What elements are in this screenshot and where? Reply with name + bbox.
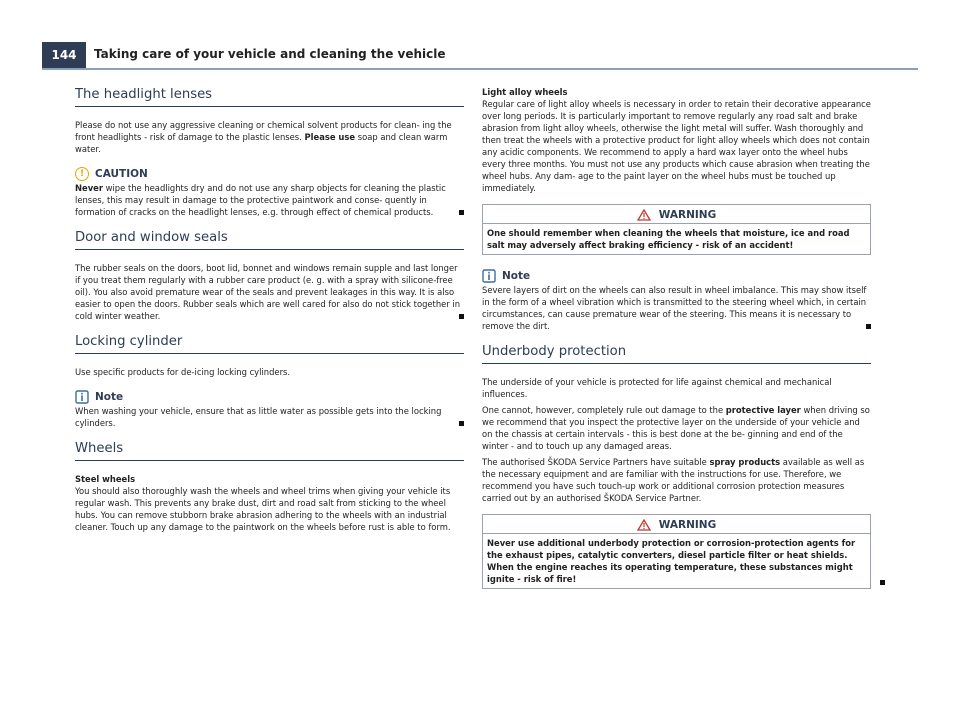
chapter-title: Taking care of your vehicle and cleaning the vehicle bbox=[94, 47, 446, 61]
underbody-warning-box bbox=[482, 514, 871, 589]
underbody-heading: Underbody protection bbox=[482, 344, 871, 364]
left-column bbox=[75, 82, 464, 537]
end-mark-icon bbox=[459, 314, 464, 319]
underbody-p2: One cannot, however, completely rule out damage to the protective layer when driving so we recommend that you inspect the protective layer on the underside of your vehicle and on the chassis at certain intervals - this is best done at the be- ginning and end of the winter - and to touch up any damaged areas. bbox=[482, 405, 870, 451]
seals-text: The rubber seals on the doors, boot lid, bonnet and windows remain supple and last longer if you treat them regularly with a rubber care product (e. g. with a spray with silicone-free oil). You also avoid premature wear of the seals and prevent leakages in this way. It is also easier to open the doors. Rubber seals which are well cared for also do not stick together in cold winter weather. bbox=[75, 262, 464, 322]
page-number: 144 bbox=[42, 42, 86, 68]
caution-label: CAUTION bbox=[95, 168, 148, 180]
headlight-heading: The headlight lenses bbox=[75, 87, 464, 107]
note-label: Note bbox=[502, 270, 531, 282]
note-label: Note bbox=[95, 391, 124, 403]
caution-text: Never wipe the headlights dry and do not use any sharp objects for cleaning the plastic lenses, this may result in damage to the protective paintwork and conse- quently in formation of cracks on the headlight lenses, e.g. through effect of chemical products. bbox=[75, 182, 464, 218]
right-column bbox=[482, 86, 871, 603]
locking-heading: Locking cylinder bbox=[75, 334, 464, 354]
note-text: When washing your vehicle, ensure that as little water as possible gets into the locking cylinders. bbox=[75, 405, 464, 429]
warning-text: One should remember when cleaning the wheels that moisture, ice and road salt may adversely affect braking efficiency - risk of an accident! bbox=[483, 223, 870, 254]
note-text: Severe layers of dirt on the wheels can also result in wheel imbalance. This may show itself in the form of a wheel vibration which is transmitted to the steering wheel which, in certain circumstances, can cause premature wear of the steering. This means it is necessary to remove the dirt. bbox=[482, 284, 871, 332]
page-header bbox=[42, 42, 918, 70]
end-mark-icon bbox=[866, 324, 871, 329]
alloy-wheels-subhead: Light alloy wheels bbox=[482, 87, 568, 97]
locking-text: Use specific products for de-icing locking cylinders. bbox=[75, 367, 291, 377]
note-header bbox=[75, 390, 464, 404]
underbody-p3: The authorised ŠKODA Service Partners have suitable spray products available as well as the necessary equipment and are familiar with the instructions for use. Therefore, we recommend you have such touch-up work or additional corrosion protection measures carried out by an authorised ŠKODA Service Partner. bbox=[482, 457, 865, 503]
warning-label: WARNING bbox=[658, 519, 717, 531]
seals-heading: Door and window seals bbox=[75, 230, 464, 250]
warning-icon bbox=[637, 519, 651, 531]
steel-wheels-text: You should also thoroughly wash the wheels and wheel trims when giving your vehicle its regular wash. This prevents any brake dust, dirt and road salt from sticking to the wheel hubs. You can remove stubborn brake abrasion adhering to the wheels with an industrial cleaner. Touch up any damage to the paintwork on the wheels before rust is able to form. bbox=[75, 486, 451, 532]
alloy-wheels-text: Regular care of light alloy wheels is necessary in order to retain their decorative appearance over long periods. It is particularly important to remove regularly any road salt and brake abrasion from light alloy wheels, otherwise the light metal will suffer. Wash thoroughly and then treat the wheels with a protective product for light alloy wheels which does not contain any acidic components. We recommend to apply a hard wax layer onto the wheel hubs every three months. You must not use any products which cause abrasion when treating the wheel hubs. Any dam- age to the paint layer on the wheel hubs must be touched up immediately. bbox=[482, 99, 871, 193]
note-icon bbox=[482, 269, 496, 283]
steel-wheels-subhead: Steel wheels bbox=[75, 474, 136, 484]
note-icon bbox=[75, 390, 89, 404]
note-header bbox=[482, 269, 871, 283]
underbody-p1: The underside of your vehicle is protected for life against chemical and mechanical influences. bbox=[482, 377, 832, 399]
warning-icon bbox=[637, 209, 651, 221]
wheels-heading: Wheels bbox=[75, 441, 464, 461]
end-mark-icon bbox=[880, 580, 885, 585]
end-mark-icon bbox=[459, 421, 464, 426]
headlight-text: Please do not use any aggressive cleaning or chemical solvent products for clean- ing the front headlights - risk of damage to the plastic lenses. Please use soap and clean warm water. bbox=[75, 120, 452, 154]
end-mark-icon bbox=[459, 210, 464, 215]
caution-icon: ! bbox=[75, 167, 89, 181]
warning-text: Never use additional underbody protection or corrosion-protection agents for the exhaust pipes, catalytic converters, diesel particle filter or heat shields. When the engine reaches its operating temperature, these substances might ignite - risk of fire! bbox=[483, 533, 870, 588]
caution-header bbox=[75, 167, 464, 181]
wheels-warning-box bbox=[482, 204, 871, 255]
warning-label: WARNING bbox=[658, 209, 717, 221]
